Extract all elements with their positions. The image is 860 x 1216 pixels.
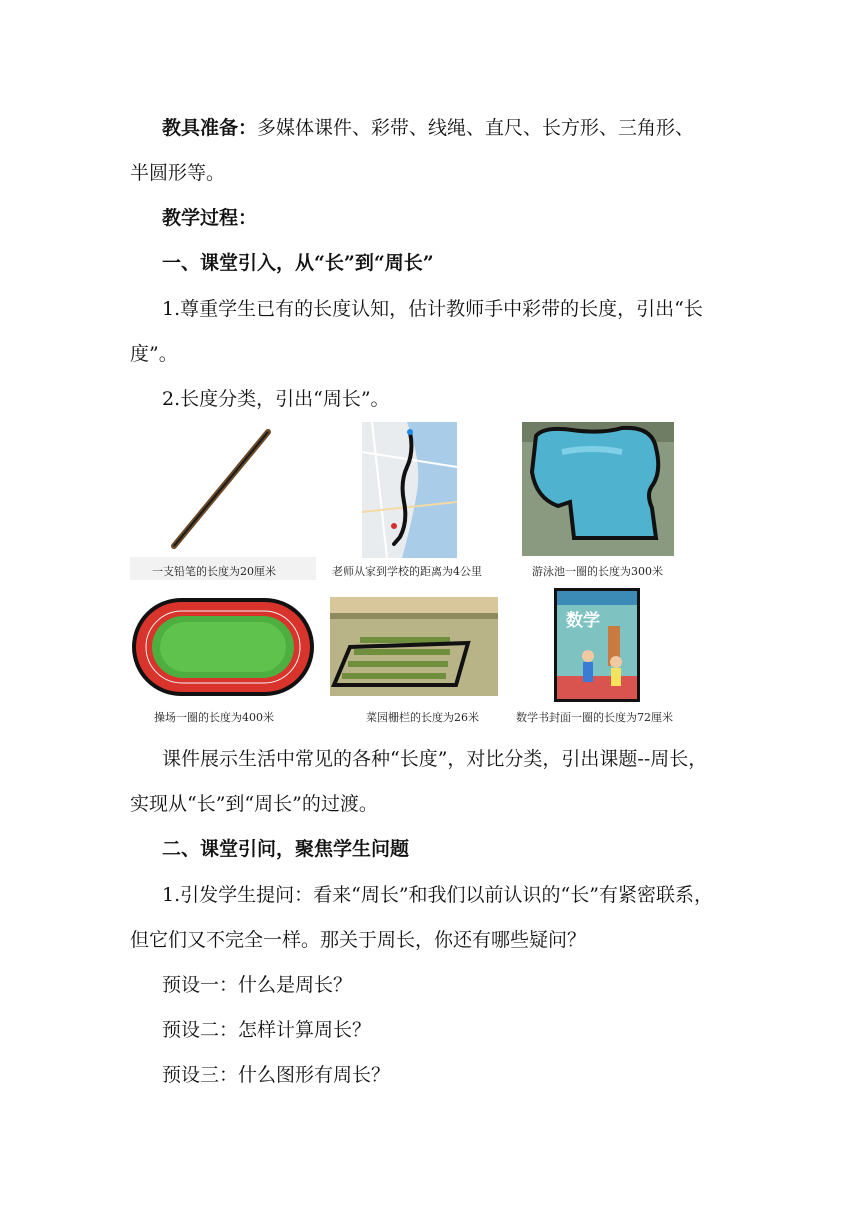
section2-item1-line2: 但它们又不完全一样。那关于周长，你还有哪些疑问？ [130, 929, 587, 951]
section2-heading: 二、课堂引问，聚焦学生问题 [162, 838, 410, 860]
pencil-image [130, 422, 316, 580]
section1-item1-line2: 度”。 [130, 343, 178, 365]
math-book-icon [552, 586, 642, 704]
tools-line-1 [162, 116, 694, 140]
tools-label: 教具准备： [162, 117, 258, 139]
section1-para-line1: 课件展示生活中常见的各种“长度”，对比分类，引出课题--周长， [162, 748, 708, 770]
pencil-icon [130, 422, 316, 557]
map-image [362, 422, 457, 558]
garden-image [330, 597, 498, 696]
caption-pool: 游泳池一圈的长度为300米 [532, 565, 663, 578]
tools-line-2: 半圆形等。 [130, 162, 226, 184]
map-route-icon [362, 422, 457, 558]
section1-heading: 一、课堂引入，从“长”到“周长” [162, 252, 434, 274]
caption-pencil: 一支铅笔的长度为20厘米 [152, 565, 276, 578]
preset-1: 预设一：什么是周长？ [162, 974, 353, 996]
pool-icon [522, 422, 674, 556]
tools-text: 多媒体课件、彩带、线绳、直尺、长方形、三角形、 [257, 117, 695, 139]
process-heading: 教学过程： [162, 207, 258, 229]
section1-para-line2: 实现从“长”到“周长”的过渡。 [130, 793, 378, 815]
caption-route: 老师从家到学校的距离为4公里 [332, 565, 482, 578]
caption-book: 数学书封面一圈的长度为72厘米 [516, 711, 673, 724]
caption-track: 操场一圈的长度为400米 [154, 711, 274, 724]
book-title: 数学 [566, 611, 600, 631]
section2-item1-line1: 1.引发学生提问：看来“周长”和我们以前认识的“长”有紧密联系， [162, 884, 713, 906]
book-image [552, 586, 642, 704]
pool-image [522, 422, 674, 556]
garden-fence-icon [330, 597, 498, 696]
caption-fence: 菜园栅栏的长度为26米 [366, 711, 479, 724]
length-examples-figure [130, 422, 687, 729]
preset-2: 预设二：怎样计算周长？ [162, 1019, 372, 1041]
running-track-icon [130, 594, 316, 705]
section1-item2: 2.长度分类，引出“周长”。 [162, 388, 390, 410]
preset-3: 预设三：什么图形有周长？ [162, 1064, 391, 1086]
section1-item1-line1: 1.尊重学生已有的长度认知，估计教师手中彩带的长度，引出“长 [162, 298, 703, 320]
track-image [130, 594, 316, 705]
